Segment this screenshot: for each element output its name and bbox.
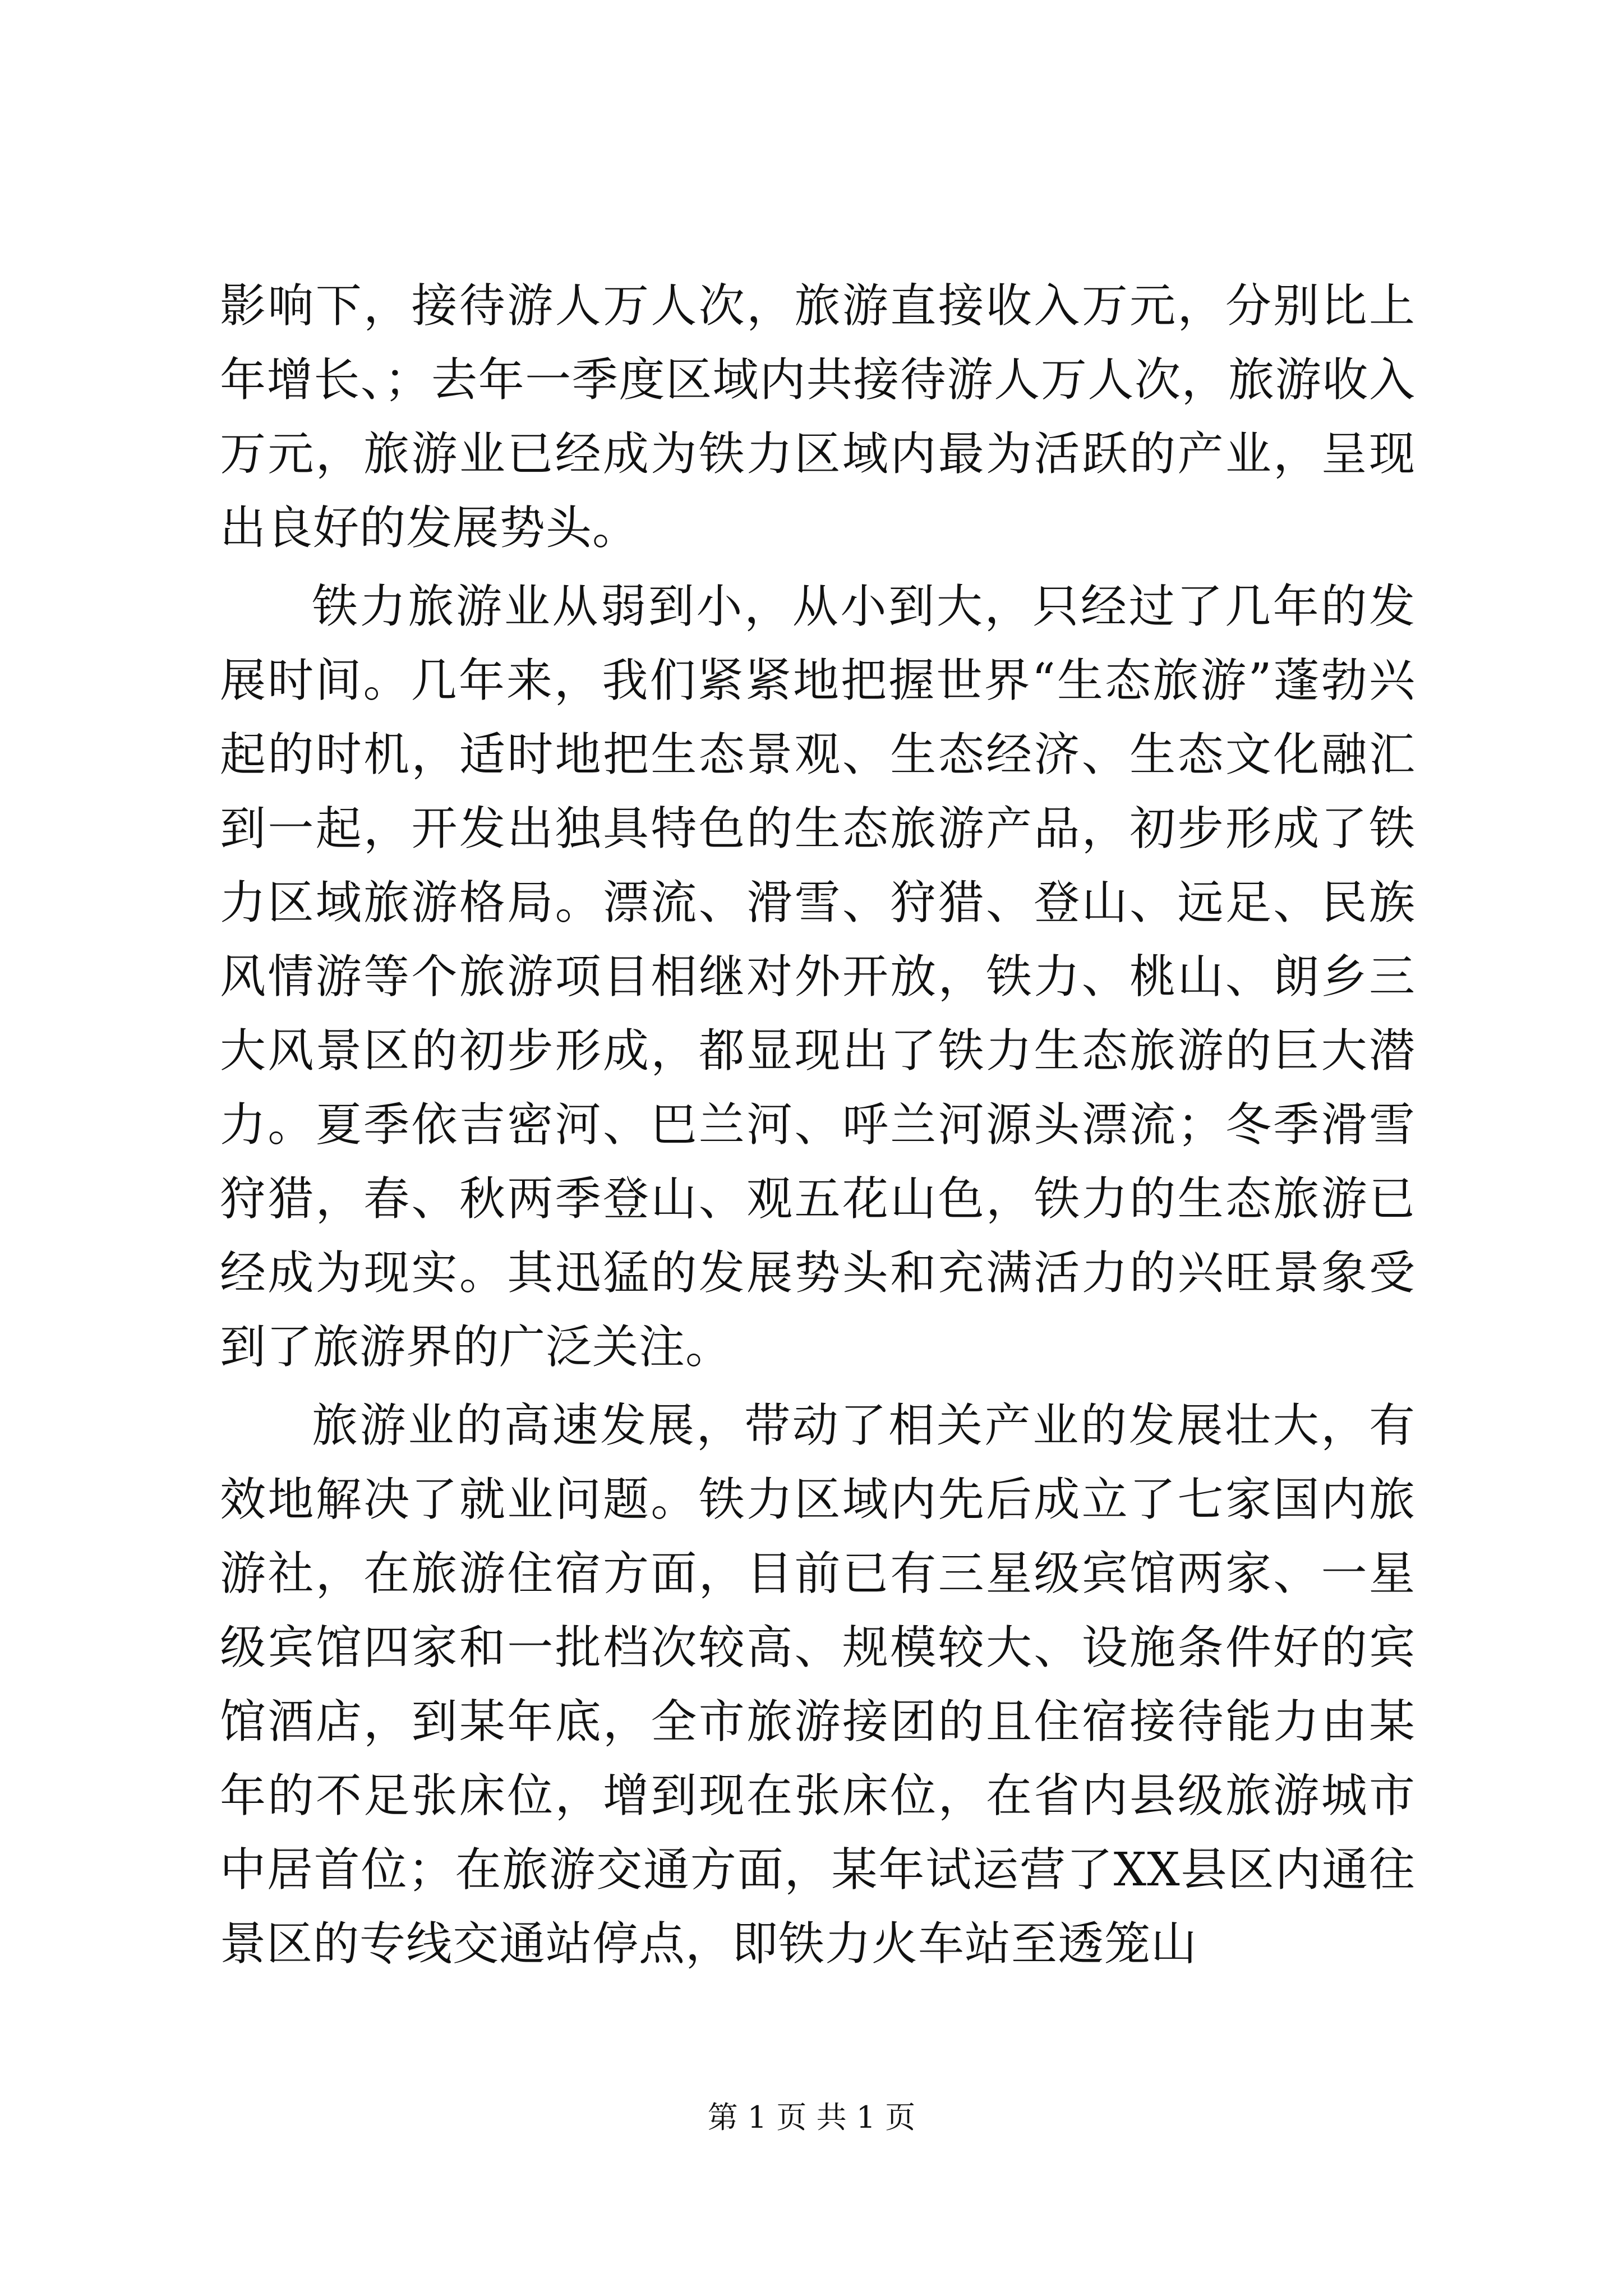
paragraph-1: 影响下，接待游人万人次，旅游直接收入万元，分别比上年增长、；去年一季度区域内共接待游人万人次，旅游收入万元，旅游业已经成为铁力区域内最为活跃的产业，呈现出良好的发展势头。 <box>220 279 1415 555</box>
page-footer: 第 1 页 共 1 页 <box>707 2100 916 2135</box>
paragraph-3: 旅游业的高速发展，带动了相关产业的发展壮大，有效地解决了就业问题。铁力区域内先后成立了七家国内旅游社，在旅游住宿方面，目前已有三星级宾馆两家、一星级宾馆四家和一批档次较高、规模较大、设施条件好的宾馆酒店，到某年底，全市旅游接团的且住宿接待能力由某年的不足张床位，增到现在张床位，在省内县级旅游城市中居首位；在旅游交通方面，某年试运营了XX县区内通往景区的专线交通站停点，即铁力火车站至透笼山 <box>220 1399 1415 1971</box>
document-body <box>220 269 1415 1981</box>
paragraph-2: 铁力旅游业从弱到小，从小到大，只经过了几年的发展时间。几年来，我们紧紧地把握世界“生态旅游”蓬勃兴起的时机，适时地把生态景观、生态经济、生态文化融汇到一起，开发出独具特色的生态旅游产品，初步形成了铁力区域旅游格局。漂流、滑雪、狩猎、登山、远足、民族风情游等个旅游项目相继对外开放，铁力、桃山、朗乡三大风景区的初步形成，都显现出了铁力生态旅游的巨大潜力。夏季依吉密河、巴兰河、呼兰河源头漂流；冬季滑雪狩猎，春、秋两季登山、观五花山色，铁力的生态旅游已经成为现实。其迅猛的发展势头和充满活力的兴旺景象受到了旅游界的广泛关注。 <box>220 580 1415 1374</box>
